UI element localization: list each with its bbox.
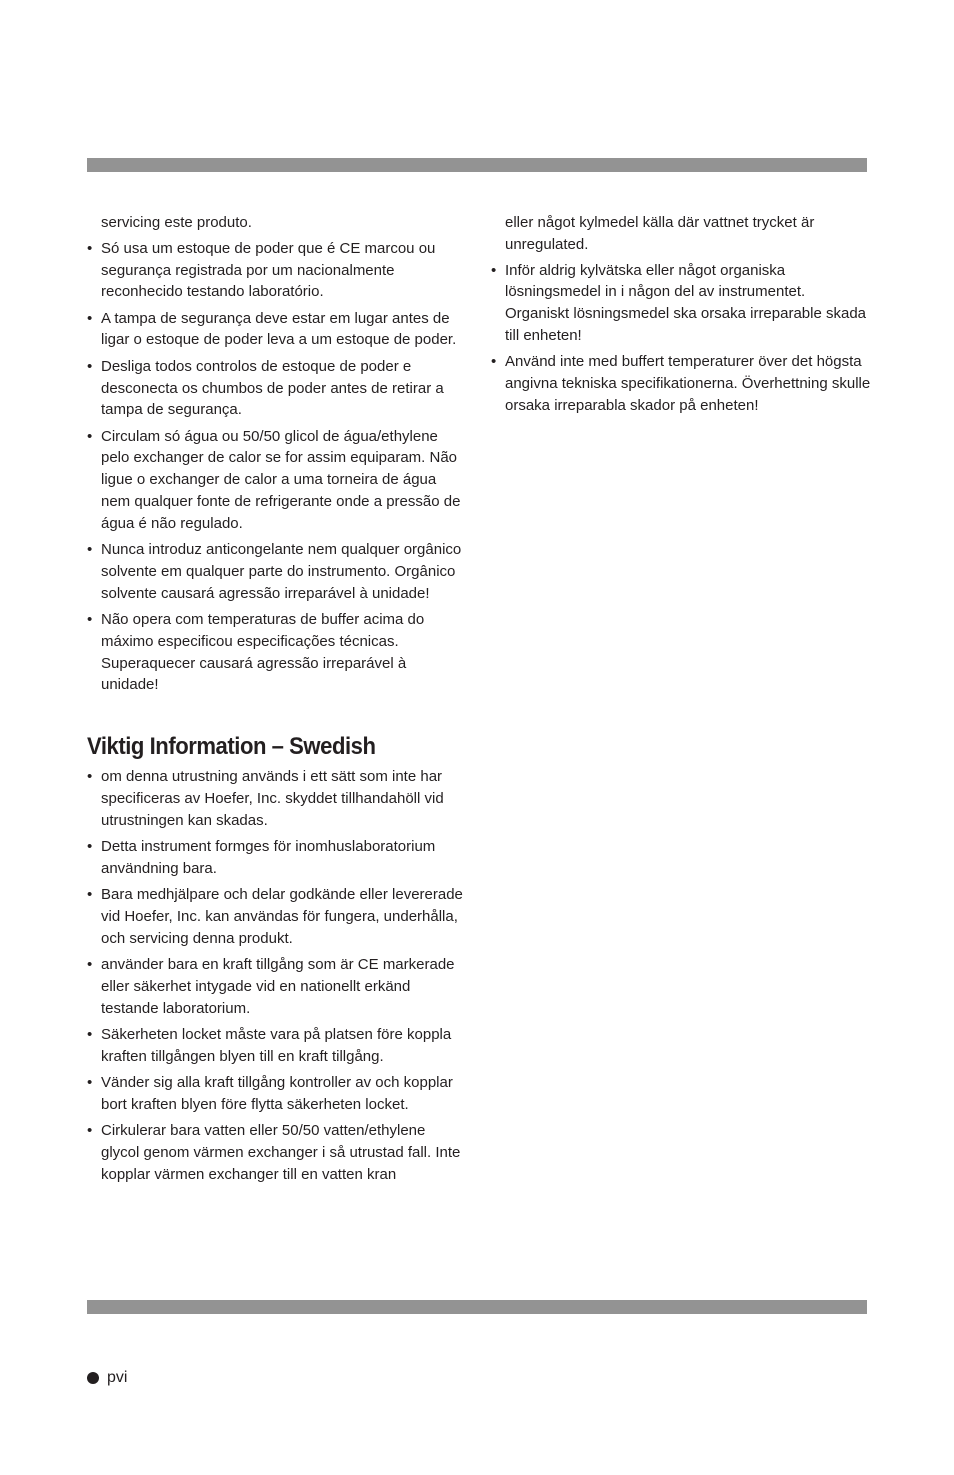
list-item-text: Só usa um estoque de poder que é CE marcou ou segurança registrada por um nacionalmente reconhecido testando laboratório. bbox=[101, 239, 436, 301]
swedish-bullet-list bbox=[87, 766, 467, 1185]
list-item bbox=[87, 539, 467, 604]
bullet-glyph: • bbox=[87, 611, 93, 629]
bullet-glyph: • bbox=[87, 427, 93, 445]
list-item-text: använder bara en kraft tillgång som är CE markerade eller säkerhet intygade vid en nationellt erkänd testande laboratorium. bbox=[101, 956, 455, 1017]
list-item-text: A tampa de segurança deve estar em lugar antes de ligar o estoque de poder leva a um estoque de poder. bbox=[101, 309, 457, 349]
list-item-text: Säkerheten locket måste vara på platsen före koppla kraften tillgången blyen till en kraft tillgång. bbox=[101, 1026, 452, 1065]
bullet-glyph: • bbox=[87, 1122, 93, 1140]
right-column bbox=[491, 212, 871, 421]
bullet-glyph: • bbox=[87, 239, 93, 257]
bullet-list bbox=[491, 260, 871, 417]
bullet-list bbox=[87, 238, 467, 696]
bullet-glyph: • bbox=[491, 353, 497, 371]
list-item-text: Detta instrument formges för inomhuslaboratorium användning bara. bbox=[101, 838, 436, 877]
page-marker-dot-icon bbox=[87, 1372, 99, 1384]
list-item-text: Bara medhjälpare och delar godkände eller levererade vid Hoefer, Inc. kan användas för fungera, underhålla, och servicing denna produkt. bbox=[101, 886, 463, 947]
list-item bbox=[87, 836, 467, 880]
bullet-glyph: • bbox=[87, 956, 93, 974]
bullet-glyph: • bbox=[87, 886, 93, 904]
list-item bbox=[87, 884, 467, 949]
footer-rule bbox=[87, 1300, 867, 1314]
list-item-text: Circulam só água ou 50/50 glicol de água/ethylene pelo exchanger de calor se for assim equiparam. Não ligue o exchanger de calor a uma torneira de água nem qualquer fonte de refrigerante onde a pressão de água é não regulado. bbox=[101, 427, 461, 532]
list-item bbox=[491, 260, 871, 347]
bullet-glyph: • bbox=[87, 357, 93, 375]
list-item bbox=[87, 1024, 467, 1068]
continued-text: eller något kylmedel källa där vattnet trycket är unregulated. bbox=[505, 214, 815, 253]
header-rule bbox=[87, 158, 867, 172]
list-item bbox=[87, 1072, 467, 1116]
list-item bbox=[87, 308, 467, 352]
list-item bbox=[87, 954, 467, 1019]
list-item bbox=[87, 426, 467, 535]
continued-text: servicing este produto. bbox=[101, 214, 252, 231]
list-item bbox=[87, 238, 467, 303]
list-item-text: om denna utrustning används i ett sätt som inte har specificeras av Hoefer, Inc. skyddet tillhandahöll vid utrustningen kan skadas. bbox=[101, 768, 444, 829]
list-item-text: Desliga todos controlos de estoque de poder e desconecta os chumbos de poder antes de retirar a tampa de segurança. bbox=[101, 357, 444, 419]
bullet-glyph: • bbox=[87, 541, 93, 559]
list-item-text: Vänder sig alla kraft tillgång kontroller av och kopplar bort kraften blyen före flytta säkerheten locket. bbox=[101, 1074, 453, 1113]
list-item bbox=[87, 766, 467, 831]
list-item-text: Inför aldrig kylvätska eller något organiska lösningsmedel in i någon del av instrumentet. Organiskt lösningsmedel ska orsaka irreparable skada till enheten! bbox=[505, 261, 867, 344]
list-item-text: Nunca introduz anticongelante nem qualquer orgânico solvente em qualquer parte do instrumento. Orgânico solvente causará agressão irreparável à unidade! bbox=[101, 541, 462, 602]
page-number: pvi bbox=[107, 1369, 128, 1386]
bullet-glyph: • bbox=[491, 261, 497, 279]
bullet-glyph: • bbox=[87, 1074, 93, 1092]
page-footer bbox=[87, 1367, 127, 1389]
bullet-glyph: • bbox=[87, 838, 93, 856]
list-item bbox=[87, 609, 467, 696]
left-column bbox=[87, 212, 467, 1190]
list-item bbox=[491, 351, 871, 416]
bullet-glyph: • bbox=[87, 309, 93, 327]
bullet-glyph: • bbox=[87, 768, 93, 786]
section-heading: Viktig Information – Swedish bbox=[87, 733, 376, 761]
list-item-text: Cirkulerar bara vatten eller 50/50 vatten/ethylene glycol genom värmen exchanger i så utrustad fall. Inte kopplar värmen exchanger till en vatten kran bbox=[101, 1122, 461, 1183]
list-item-text: Använd inte med buffert temperaturer över det högsta angivna tekniska specifikationerna. Överhettning skulle orsaka irreparabla skador på enheten! bbox=[505, 353, 871, 414]
list-item bbox=[87, 1120, 467, 1185]
list-item bbox=[87, 356, 467, 421]
bullet-glyph: • bbox=[87, 1026, 93, 1043]
list-item-text: Não opera com temperaturas de buffer acima do máximo especificou especificações técnicas. Superaquecer causará agressão irreparável à unidade! bbox=[101, 611, 425, 694]
